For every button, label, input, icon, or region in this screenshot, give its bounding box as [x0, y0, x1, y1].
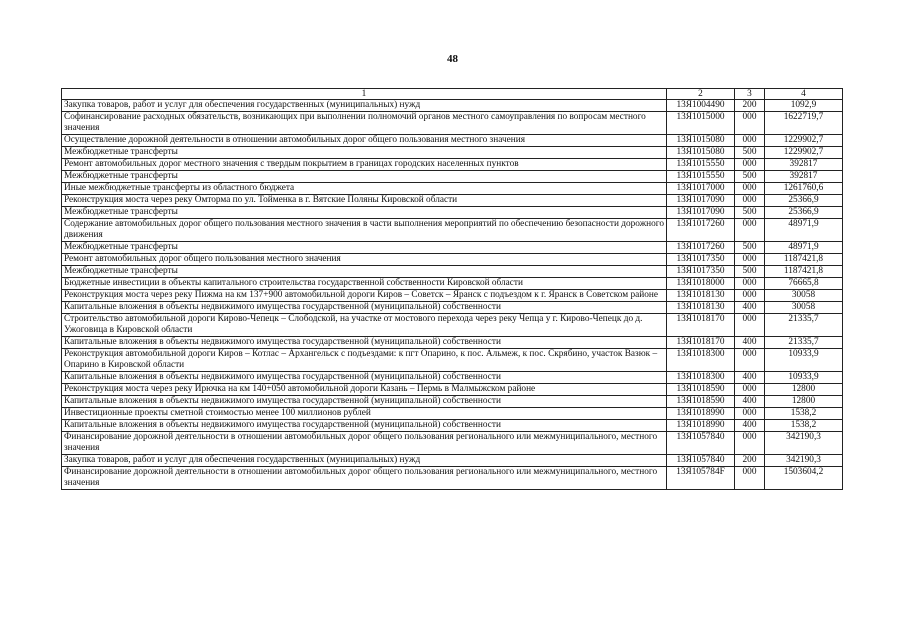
- row-code-cell: 13Я1017260: [667, 242, 735, 254]
- row-code-cell: 13Я1018590: [667, 396, 735, 408]
- row-type-cell: 200: [735, 455, 765, 467]
- row-name-cell: Закупка товаров, работ и услуг для обеспечения государственных (муниципальных) нужд: [62, 100, 667, 112]
- row-code-cell: 13Я1017350: [667, 266, 735, 278]
- row-amount-cell: 392817: [765, 171, 843, 183]
- row-amount-cell: 1187421,8: [765, 254, 843, 266]
- row-name-cell: Межбюджетные трансферты: [62, 207, 667, 219]
- row-name-cell: Строительство автомобильной дороги Кирово-Чепецк – Слободской, на участке от мостового перехода через реку Чепца у г. Кирово-Чепецк до д. Ужоговица в Кировской области: [62, 314, 667, 337]
- row-name-cell: Иные межбюджетные трансферты из областного бюджета: [62, 183, 667, 195]
- row-name-cell: Софинансирование расходных обязательств, возникающих при выполнении полномочий органов местного самоуправления по вопросам местного значения: [62, 112, 667, 135]
- row-amount-cell: 342190,3: [765, 432, 843, 455]
- row-name-cell: Межбюджетные трансферты: [62, 242, 667, 254]
- row-type-cell: 000: [735, 195, 765, 207]
- row-amount-cell: 10933,9: [765, 372, 843, 384]
- row-type-cell: 000: [735, 467, 765, 490]
- row-type-cell: 000: [735, 432, 765, 455]
- row-amount-cell: 21335,7: [765, 314, 843, 337]
- row-amount-cell: 1092,9: [765, 100, 843, 112]
- row-type-cell: 400: [735, 420, 765, 432]
- row-code-cell: 13Я1018990: [667, 408, 735, 420]
- row-type-cell: 000: [735, 349, 765, 372]
- table-row: [62, 372, 843, 384]
- table-header-row: [62, 89, 843, 100]
- table-row: [62, 467, 843, 490]
- table-row: [62, 314, 843, 337]
- row-amount-cell: 1229902,7: [765, 135, 843, 147]
- row-type-cell: 500: [735, 207, 765, 219]
- table-row: [62, 195, 843, 207]
- table-row: [62, 183, 843, 195]
- row-code-cell: 13Я1004490: [667, 100, 735, 112]
- column-header-type: 3: [735, 89, 765, 100]
- table-row: [62, 420, 843, 432]
- table-row: [62, 266, 843, 278]
- row-type-cell: 500: [735, 242, 765, 254]
- table-body: [62, 100, 843, 490]
- row-name-cell: Межбюджетные трансферты: [62, 171, 667, 183]
- row-type-cell: 400: [735, 302, 765, 314]
- row-type-cell: 000: [735, 219, 765, 242]
- row-name-cell: Ремонт автомобильных дорог местного значения с твердым покрытием в границах городских населенных пунктов: [62, 159, 667, 171]
- row-code-cell: 13Я1018000: [667, 278, 735, 290]
- row-amount-cell: 48971,9: [765, 219, 843, 242]
- row-amount-cell: 10933,9: [765, 349, 843, 372]
- row-amount-cell: 76665,8: [765, 278, 843, 290]
- row-amount-cell: 30058: [765, 290, 843, 302]
- row-name-cell: Реконструкция автомобильной дороги Киров – Котлас – Архангельск с подъездами: к пгт Опарино, к пос. Альмеж, к пос. Скрябино, участок Вазюк – Опарино в Кировской области: [62, 349, 667, 372]
- row-name-cell: Инвестиционные проекты сметной стоимостью менее 100 миллионов рублей: [62, 408, 667, 420]
- table-row: [62, 112, 843, 135]
- row-code-cell: 13Я1018990: [667, 420, 735, 432]
- row-amount-cell: 342190,3: [765, 455, 843, 467]
- row-code-cell: 13Я1018590: [667, 384, 735, 396]
- row-amount-cell: 1187421,8: [765, 266, 843, 278]
- row-code-cell: 13Я1017000: [667, 183, 735, 195]
- table-row: [62, 337, 843, 349]
- row-name-cell: Ремонт автомобильных дорог общего пользования местного значения: [62, 254, 667, 266]
- row-type-cell: 000: [735, 183, 765, 195]
- table-row: [62, 349, 843, 372]
- row-amount-cell: 1538,2: [765, 420, 843, 432]
- row-name-cell: Финансирование дорожной деятельности в отношении автомобильных дорог общего пользования регионального или межмуниципального, местного значения: [62, 432, 667, 455]
- table-row: [62, 135, 843, 147]
- budget-table: [61, 88, 843, 490]
- table-row: [62, 455, 843, 467]
- row-type-cell: 000: [735, 135, 765, 147]
- row-code-cell: 13Я1017090: [667, 207, 735, 219]
- table-row: [62, 302, 843, 314]
- row-type-cell: 000: [735, 112, 765, 135]
- table-row: [62, 171, 843, 183]
- row-code-cell: 13Я1017350: [667, 254, 735, 266]
- row-name-cell: Капитальные вложения в объекты недвижимого имущества государственной (муниципальной) собственности: [62, 372, 667, 384]
- table-row: [62, 100, 843, 112]
- row-type-cell: 000: [735, 314, 765, 337]
- row-code-cell: 13Я1017090: [667, 195, 735, 207]
- column-header-code: 2: [667, 89, 735, 100]
- row-code-cell: 13Я1017260: [667, 219, 735, 242]
- row-amount-cell: 30058: [765, 302, 843, 314]
- row-name-cell: Межбюджетные трансферты: [62, 147, 667, 159]
- row-code-cell: 13Я105784F: [667, 467, 735, 490]
- table-row: [62, 254, 843, 266]
- row-name-cell: Содержание автомобильных дорог общего пользования местного значения в части выполнения мероприятий по обеспечению безопасности дорожного движения: [62, 219, 667, 242]
- row-type-cell: 400: [735, 372, 765, 384]
- row-code-cell: 13Я1015080: [667, 147, 735, 159]
- row-code-cell: 13Я1018170: [667, 314, 735, 337]
- row-type-cell: 400: [735, 396, 765, 408]
- row-name-cell: Финансирование дорожной деятельности в отношении автомобильных дорог общего пользования регионального или межмуниципального, местного значения: [62, 467, 667, 490]
- row-type-cell: 000: [735, 278, 765, 290]
- table-row: [62, 408, 843, 420]
- row-amount-cell: 1261760,6: [765, 183, 843, 195]
- row-type-cell: 000: [735, 159, 765, 171]
- row-name-cell: Закупка товаров, работ и услуг для обеспечения государственных (муниципальных) нужд: [62, 455, 667, 467]
- row-name-cell: Реконструкция моста через реку Омторма по ул. Тойменка в г. Вятские Поляны Кировской области: [62, 195, 667, 207]
- row-amount-cell: 1229902,7: [765, 147, 843, 159]
- row-amount-cell: 25366,9: [765, 207, 843, 219]
- row-type-cell: 500: [735, 266, 765, 278]
- row-name-cell: Капитальные вложения в объекты недвижимого имущества государственной (муниципальной) собственности: [62, 420, 667, 432]
- row-name-cell: Бюджетные инвестиции в объекты капитального строительства государственной собственности Кировской области: [62, 278, 667, 290]
- row-amount-cell: 1538,2: [765, 408, 843, 420]
- row-code-cell: 13Я1018300: [667, 372, 735, 384]
- table-row: [62, 384, 843, 396]
- row-code-cell: 13Я1015550: [667, 171, 735, 183]
- row-code-cell: 13Я1018170: [667, 337, 735, 349]
- row-code-cell: 13Я1057840: [667, 432, 735, 455]
- row-type-cell: 500: [735, 171, 765, 183]
- row-name-cell: Реконструкция моста через реку Пижма на км 137+900 автомобильной дороги Киров – Советск – Яранск с подъездом к г. Яранск в Советском районе: [62, 290, 667, 302]
- row-name-cell: Капитальные вложения в объекты недвижимого имущества государственной (муниципальной) собственности: [62, 337, 667, 349]
- row-name-cell: Реконструкция моста через реку Ирючка на км 140+050 автомобильной дороги Казань – Пермь в Малмыжском районе: [62, 384, 667, 396]
- table-row: [62, 159, 843, 171]
- row-type-cell: 000: [735, 254, 765, 266]
- row-amount-cell: 12800: [765, 384, 843, 396]
- row-amount-cell: 1622719,7: [765, 112, 843, 135]
- row-name-cell: Капитальные вложения в объекты недвижимого имущества государственной (муниципальной) собственности: [62, 396, 667, 408]
- row-amount-cell: 21335,7: [765, 337, 843, 349]
- row-type-cell: 500: [735, 147, 765, 159]
- table-row: [62, 278, 843, 290]
- row-type-cell: 000: [735, 408, 765, 420]
- row-code-cell: 13Я1057840: [667, 455, 735, 467]
- page-number: 48: [447, 53, 458, 65]
- table-row: [62, 147, 843, 159]
- row-code-cell: 13Я1015000: [667, 112, 735, 135]
- row-type-cell: 000: [735, 384, 765, 396]
- table-row: [62, 432, 843, 455]
- row-code-cell: 13Я1018130: [667, 302, 735, 314]
- row-amount-cell: 48971,9: [765, 242, 843, 254]
- row-type-cell: 400: [735, 337, 765, 349]
- table-row: [62, 396, 843, 408]
- row-name-cell: Осуществление дорожной деятельности в отношении автомобильных дорог общего пользования местного значения: [62, 135, 667, 147]
- row-type-cell: 200: [735, 100, 765, 112]
- row-type-cell: 000: [735, 290, 765, 302]
- row-amount-cell: 1503604,2: [765, 467, 843, 490]
- row-name-cell: Капитальные вложения в объекты недвижимого имущества государственной (муниципальной) собственности: [62, 302, 667, 314]
- table-row: [62, 290, 843, 302]
- row-code-cell: 13Я1018300: [667, 349, 735, 372]
- row-amount-cell: 392817: [765, 159, 843, 171]
- column-header-amount: 4: [765, 89, 843, 100]
- row-amount-cell: 25366,9: [765, 195, 843, 207]
- row-code-cell: 13Я1015080: [667, 135, 735, 147]
- row-name-cell: Межбюджетные трансферты: [62, 266, 667, 278]
- row-code-cell: 13Я1015550: [667, 159, 735, 171]
- table-row: [62, 207, 843, 219]
- table-row: [62, 242, 843, 254]
- column-header-name: 1: [62, 89, 667, 100]
- table-row: [62, 219, 843, 242]
- row-amount-cell: 12800: [765, 396, 843, 408]
- row-code-cell: 13Я1018130: [667, 290, 735, 302]
